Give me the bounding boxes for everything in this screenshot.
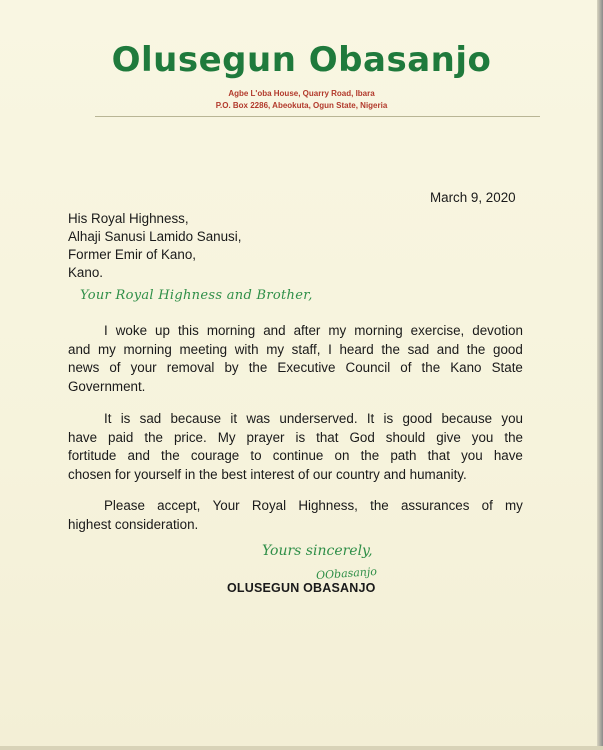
paragraph-word: fortitude xyxy=(68,448,117,464)
paragraph-word: and xyxy=(263,323,286,338)
paragraph-word: Executive xyxy=(277,360,336,376)
paragraph-word: good xyxy=(402,411,433,426)
paragraph-word: It xyxy=(104,411,112,426)
paragraph-word: exercise, xyxy=(410,323,465,338)
paragraph-word: State xyxy=(491,360,523,376)
signatory-name: OLUSEGUN OBASANJO xyxy=(227,581,376,595)
recipient-line: Former Emir of Kano, xyxy=(68,247,196,262)
paragraph-word: up xyxy=(155,323,170,338)
paragraph-word: morning xyxy=(123,341,172,357)
paragraph-word: because xyxy=(441,411,493,426)
recipient-line: Alhaji Sanusi Lamido Sanusi, xyxy=(68,229,242,244)
page-edge-shadow xyxy=(597,0,603,750)
paragraph-word: path xyxy=(390,448,417,464)
paragraph-line xyxy=(68,447,523,466)
paragraph-line: chosen for yourself in the best interest of our country and humanity. xyxy=(68,466,467,482)
paragraph-word: should xyxy=(385,429,426,445)
paragraph-word: price. xyxy=(173,429,207,445)
recipient-line: His Royal Highness, xyxy=(68,211,189,226)
paragraph-word: my xyxy=(505,498,523,513)
paragraph-word: and xyxy=(127,448,150,464)
paragraph-word: good xyxy=(493,341,523,357)
paragraph-word: My xyxy=(217,429,236,445)
handwritten-salutation: Your Royal Highness and Brother, xyxy=(80,288,313,303)
paragraph-word: this xyxy=(177,323,199,338)
paragraph-word: my xyxy=(266,341,285,357)
paragraph-word: the xyxy=(370,498,389,513)
paragraph-word: underserved. xyxy=(279,411,358,426)
paragraph-word: and xyxy=(68,341,91,357)
paragraph-word: continue xyxy=(272,448,324,464)
handwritten-signature: OObasanjo xyxy=(315,564,378,583)
paragraph-word: morning xyxy=(206,323,256,338)
paragraph-line: highest consideration. xyxy=(68,516,199,532)
paragraph-word: by xyxy=(224,360,239,376)
paragraph-word: have xyxy=(68,429,98,445)
letterhead-rule xyxy=(95,116,540,117)
paragraph-line: Government. xyxy=(68,378,146,394)
paragraph-word: courage xyxy=(190,448,240,464)
paragraph-word: you xyxy=(461,448,483,464)
paragraph-word: It xyxy=(366,411,375,426)
paragraph-word: the xyxy=(360,448,380,464)
body-paragraph-1 xyxy=(68,322,523,396)
paragraph-word: Please xyxy=(104,498,145,513)
recipient-line: Kano. xyxy=(68,265,103,280)
paragraph-word: have xyxy=(493,448,523,464)
paragraph-word: devotion xyxy=(472,323,523,338)
paragraph-word: paid xyxy=(108,429,134,445)
paragraph-line xyxy=(68,429,523,448)
paragraph-word: of xyxy=(481,498,493,513)
paragraph-word: removal xyxy=(166,360,215,376)
paragraph-line xyxy=(68,410,523,429)
paragraph-word: because xyxy=(170,411,222,426)
paragraph-word: Kano xyxy=(450,360,482,376)
paragraph-line xyxy=(68,359,523,378)
paragraph-word: staff, xyxy=(291,341,321,357)
paragraph-word: the xyxy=(504,429,523,445)
paragraph-word: accept, xyxy=(157,498,201,513)
paragraph-word: is xyxy=(120,411,131,426)
paragraph-word: is xyxy=(295,429,306,445)
paragraph-word: and xyxy=(436,341,460,357)
paragraph-line xyxy=(68,341,523,360)
paragraph-word: woke xyxy=(115,323,148,338)
letterhead-address-line1: Agbe L'oba House, Quarry Road, Ibara xyxy=(228,89,375,98)
paragraph-word: that xyxy=(427,448,450,464)
paragraph-word: the xyxy=(466,341,486,357)
paragraph-word: I xyxy=(328,341,332,357)
paragraph-word: on xyxy=(334,448,350,464)
paragraph-word: sad xyxy=(139,411,162,426)
body-paragraph-2 xyxy=(68,410,523,484)
paragraph-word: the xyxy=(144,429,163,445)
paragraph-word: the xyxy=(381,341,400,357)
paragraph-word: heard xyxy=(339,341,374,357)
paragraph-word: the xyxy=(248,360,268,376)
paragraph-word: news xyxy=(68,360,100,376)
paragraph-word: sad xyxy=(407,341,430,357)
paragraph-word: assurances xyxy=(400,498,470,513)
paragraph-line xyxy=(68,497,523,516)
paragraph-word: God xyxy=(349,429,375,445)
paragraph-word: after xyxy=(293,323,321,338)
paragraph-word: Highness, xyxy=(298,498,358,513)
paragraph-word: you xyxy=(501,411,523,426)
paragraph-word: is xyxy=(383,411,394,426)
paragraph-word: with xyxy=(234,341,259,357)
paragraph-word: to xyxy=(250,448,262,464)
paragraph-word: the xyxy=(421,360,441,376)
page-bottom-edge xyxy=(0,746,603,750)
paragraph-word: your xyxy=(130,360,157,376)
paragraph-word: meeting xyxy=(179,341,228,357)
paragraph-word: of xyxy=(400,360,412,376)
paragraph-word: Your xyxy=(212,498,240,513)
paragraph-word: Council xyxy=(345,360,391,376)
paragraph-word: I xyxy=(104,323,108,338)
paragraph-word: my xyxy=(97,341,116,357)
paragraph-word: the xyxy=(161,448,180,464)
letterhead-name: Olusegun Obasanjo xyxy=(111,40,492,80)
paragraph-word: that xyxy=(316,429,339,445)
letterhead-address-line2: P.O. Box 2286, Abeokuta, Ogun State, Nigeria xyxy=(215,101,388,110)
paragraph-word: prayer xyxy=(246,429,285,445)
paragraph-word: my xyxy=(328,323,347,338)
paragraph-word: it xyxy=(230,411,238,426)
letter-date: March 9, 2020 xyxy=(430,190,516,205)
paragraph-word: Royal xyxy=(251,498,287,513)
paragraph-word: you xyxy=(471,429,494,445)
paragraph-word: morning xyxy=(354,323,403,338)
handwritten-closing: Yours sincerely, xyxy=(262,543,373,559)
paragraph-line xyxy=(68,322,523,341)
body-paragraph-3 xyxy=(68,497,523,534)
paragraph-word: was xyxy=(246,411,271,426)
paragraph-word: of xyxy=(109,360,121,376)
paragraph-word: give xyxy=(436,429,461,445)
